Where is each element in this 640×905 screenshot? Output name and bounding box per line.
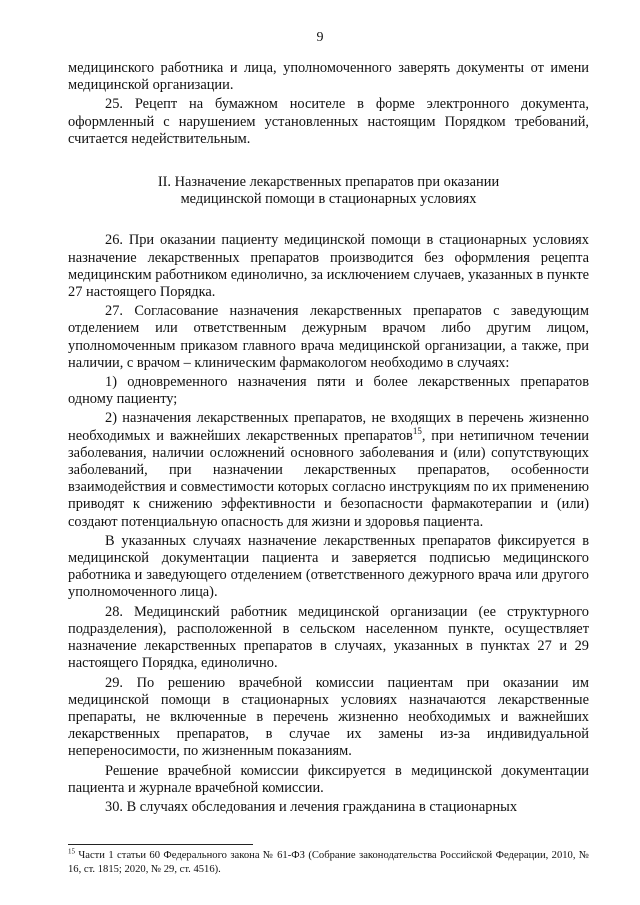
list-item-2-text-end: , при нетипичном течении заболевания, наличии осложнений основного заболевания и (или) сопутствующих заболеваний, при назначении лекарственных препаратов, особенности взаимодействия и совместимости которых согласно инструкциям по их применению приводят к снижению эффективности и безопасности фармакотерапии и (или) создают потенциальную опасность для жизни и здоровья пациента. [68,427,589,530]
page-number: 9 [316,30,324,45]
paragraph-30: 30. В случаях обследования и лечения гражданина в стационарных [105,798,518,815]
footnote-mark: 15 [68,847,75,856]
footnote [68,849,589,877]
list-item-1: 1) одновременного назначения пяти и более лекарственных препаратов одному пациенту; [68,374,589,408]
paragraph-continuation: медицинского работника и лица, уполномоченного заверять документы от имени медицинской организации. [68,60,589,94]
section-heading-line-1: II. Назначение лекарственных препаратов при оказании [157,174,500,191]
paragraph-27-note: В указанных случаях назначение лекарственных препаратов фиксируется в медицинской документации пациента и заверяется подписью медицинского работника и заведующего отделением (ответственного дежурного врача или другого уполномоченного лица). [68,532,589,601]
section-heading-line-2: медицинской помощи в стационарных условиях [180,191,477,208]
list-item-2-text-start: 2) назначения лекарственных препаратов, не входящих в перечень жизненно необходимых и важнейших лекарственных препаратов [68,410,589,444]
paragraph-29: 29. По решению врачебной комиссии пациентам при оказании им медицинской помощи в стационарных условиях назначаются лекарственные препараты, не включенные в перечень жизненно необходимых и важнейших лекарственных препаратов, в случае их замены из-за индивидуальной непереносимости, по жизненным показаниям. [68,674,589,760]
footnote-reference: 15 [412,425,422,436]
list-item-2 [68,410,589,530]
footnote-divider [68,844,253,845]
paragraph-28: 28. Медицинский работник медицинской организации (ее структурного подразделения), расположенной в сельском населенном пункте, осуществляет назначение лекарственных препаратов в случаях, указанных в пунктах 27 и 29 настоящего Порядка, единолично. [68,603,589,672]
paragraph-26: 26. При оказании пациенту медицинской помощи в стационарных условиях назначение лекарственных препаратов производится без оформления рецепта медицинским работником единолично, за исключением случаев, указанных в пункте 27 настоящего Порядка. [68,232,589,301]
paragraph-27: 27. Согласование назначения лекарственных препаратов с заведующим отделением или ответственным дежурным врачом либо другим лицом, уполномоченным приказом главного врача медицинской организации, а также, при наличии, с врачом – клиническим фармакологом необходимо в случаях: [68,303,589,371]
paragraph-29-note: Решение врачебной комиссии фиксируется в медицинской документации пациента и журнале врачебной комиссии. [68,762,589,796]
section-heading [68,174,589,208]
paragraph-25: 25. Рецепт на бумажном носителе в форме электронного документа, оформленный с нарушением установленных настоящим Порядком требований, считается недействительным. [68,96,589,147]
document-body [68,60,589,818]
footnote-text: Части 1 статьи 60 Федерального закона № 61-ФЗ (Собрание законодательства Российской Федерации, 2010, № 16, ст. 1815; 2020, № 29, ст. 4516). [68,850,589,875]
